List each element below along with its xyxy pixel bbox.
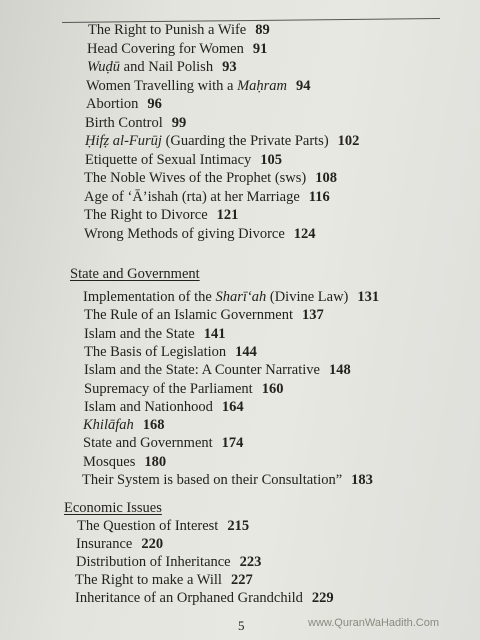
toc-entry-page: 160	[261, 380, 284, 397]
toc-entry-page: 223	[239, 554, 262, 570]
toc-entry	[85, 152, 282, 169]
watermark: www.QuranWaHadith.Com	[308, 617, 440, 629]
toc-entry-title: The Right to Divorce	[84, 207, 208, 223]
toc-entry	[86, 96, 162, 113]
toc-entry	[84, 189, 330, 206]
toc-entry	[84, 399, 244, 416]
heading-state-government: State and Government	[70, 266, 200, 282]
toc-entry	[88, 22, 270, 39]
toc-entry-title: The Basis of Legislation	[84, 343, 227, 360]
toc-entry-page: 229	[311, 590, 334, 606]
toc-entry	[86, 78, 311, 95]
toc-entry-title: Their System is based on their Consultation”	[82, 472, 343, 488]
toc-entry-page: 137	[301, 307, 324, 324]
toc-entry-page: 93	[222, 59, 237, 75]
toc-entry-title: Wuḍū and Nail Polish	[87, 59, 214, 75]
toc-entry-title: Head Covering for Women	[87, 40, 244, 57]
toc-entry	[84, 226, 316, 243]
toc-entry	[84, 326, 225, 343]
toc-entry	[84, 381, 283, 398]
toc-entry-title: The Right to Punish a Wife	[88, 22, 247, 38]
toc-entry-page: 105	[260, 151, 283, 168]
toc-entry	[75, 590, 334, 607]
toc-entry-title: State and Government	[83, 435, 213, 452]
toc-entry-title: Inheritance of an Orphaned Grandchild	[75, 590, 303, 606]
heading-economic-issues: Economic Issues	[64, 500, 162, 516]
toc-entry-title: Abortion	[86, 96, 139, 112]
toc-entry-title: Etiquette of Sexual Intimacy	[85, 151, 252, 168]
toc-entry-title: Islam and the State: A Counter Narrative	[84, 362, 320, 379]
toc-entry-page: 220	[141, 536, 164, 552]
toc-entry-title: Islam and Nationhood	[84, 398, 213, 415]
toc-entry-page: 91	[252, 40, 268, 57]
toc-entry-title: The Noble Wives of the Prophet (sws)	[84, 170, 307, 186]
toc-entry-page: 121	[216, 207, 239, 223]
toc-entry	[82, 472, 373, 489]
toc-entry	[83, 289, 379, 306]
toc-entry-title: Insurance	[76, 536, 133, 552]
toc-entry	[84, 344, 257, 361]
toc-entry-page: 96	[147, 96, 162, 112]
toc-entry-page: 116	[308, 188, 330, 205]
toc-entry-page: 141	[203, 325, 226, 342]
toc-entry	[87, 41, 267, 58]
toc-entry	[84, 307, 324, 324]
toc-entry	[75, 572, 253, 589]
toc-entry-title: Mosques	[83, 453, 136, 470]
toc-entry-title: Age of ‘Ā’ishah (rta) at her Marriage	[84, 188, 300, 205]
toc-entry-title: Islam and the State	[84, 325, 195, 342]
toc-entry	[87, 59, 237, 76]
toc-entry-title: Supremacy of the Parliament	[84, 380, 253, 397]
toc-entry	[83, 435, 243, 452]
toc-entry	[84, 170, 337, 187]
toc-entry-title: The Question of Interest	[77, 518, 219, 534]
toc-entry	[77, 518, 249, 535]
toc-entry-page: 124	[293, 225, 316, 242]
toc-entry-page: 227	[230, 572, 253, 588]
toc-entry	[85, 133, 359, 150]
toc-entry-title: The Right to make a Will	[75, 572, 222, 588]
toc-entry	[76, 554, 261, 571]
toc-entry-page: 164	[221, 398, 244, 415]
toc-entry-page: 89	[255, 22, 270, 38]
toc-entry-page: 94	[296, 77, 311, 94]
toc-entry-page: 183	[351, 472, 373, 488]
toc-entry	[83, 417, 165, 434]
toc-entry-page: 131	[357, 289, 380, 305]
toc-entry	[76, 536, 163, 553]
toc-entry-page: 174	[221, 435, 244, 452]
toc-entry	[85, 115, 186, 132]
toc-entry-title: Implementation of the Sharī‘ah (Divine Law)	[83, 289, 349, 305]
toc-entry-page: 168	[142, 417, 165, 434]
toc-entry-page: 148	[328, 362, 351, 379]
toc-entry-title: Birth Control	[85, 114, 163, 131]
toc-entry-title: Khilāfah	[83, 417, 134, 434]
toc-entry	[84, 362, 351, 379]
toc-entry-title: Wrong Methods of giving Divorce	[84, 225, 285, 242]
page-number: 5	[238, 618, 245, 633]
toc-entry-title: Distribution of Inheritance	[76, 554, 231, 570]
toc-entry-title: Ḥifẓ al-Furūj (Guarding the Private Parts)	[85, 133, 329, 149]
toc-entry	[84, 207, 238, 224]
toc-entry-page: 99	[171, 114, 187, 131]
toc-entry-page: 108	[315, 170, 337, 186]
toc-entry-page: 144	[235, 343, 257, 360]
toc-entry-page: 215	[227, 518, 250, 534]
toc-entry-title: Women Travelling with a Maḥram	[86, 77, 288, 94]
toc-entry-page: 102	[337, 133, 360, 149]
toc-entry	[83, 454, 166, 471]
toc-entry-title: The Rule of an Islamic Government	[84, 307, 293, 324]
toc-entry-page: 180	[144, 453, 167, 470]
